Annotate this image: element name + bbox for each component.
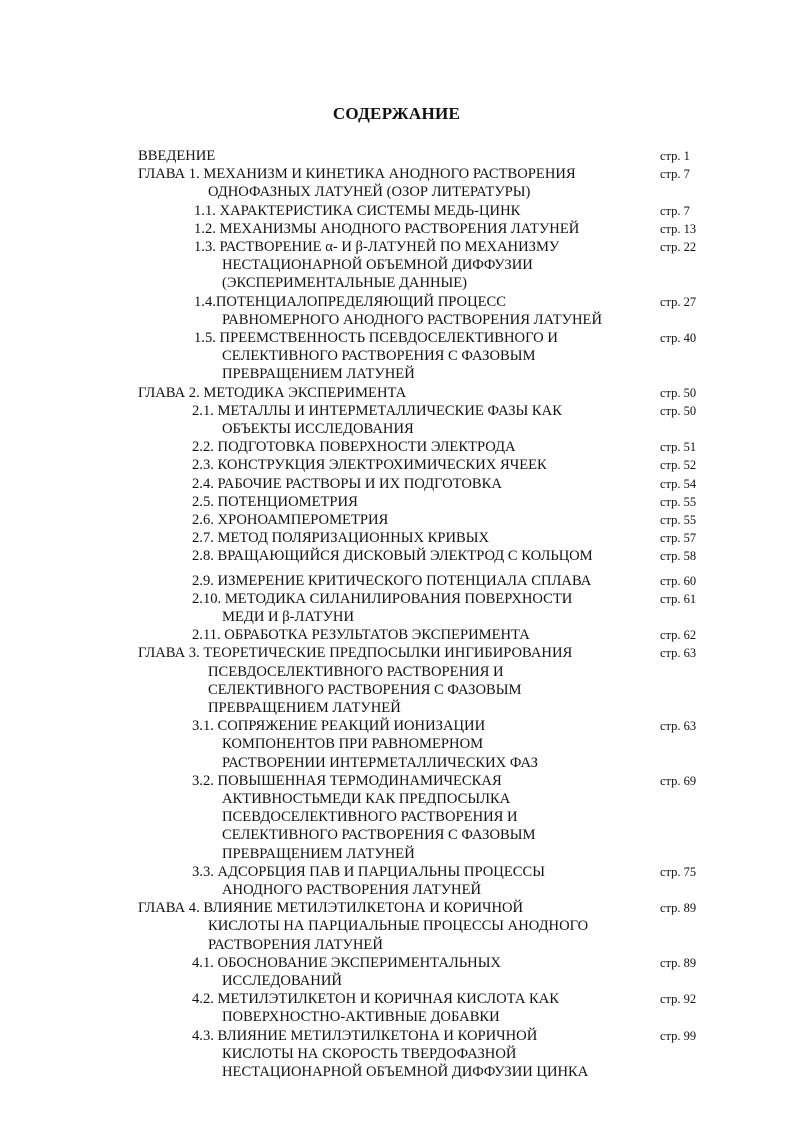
toc-entry-title: 2.11. ОБРАБОТКА РЕЗУЛЬТАТОВ ЭКСПЕРИМЕНТА xyxy=(192,627,530,644)
toc-entry-title: 2.4. РАБОЧИЕ РАСТВОРЫ И ИХ ПОДГОТОВКА xyxy=(192,475,502,492)
toc-page-number: стр. 63 xyxy=(660,719,697,734)
toc-page-number: стр. 89 xyxy=(660,955,697,970)
toc-page-number: стр. 55 xyxy=(660,513,697,527)
toc-entry-title: 2.7. МЕТОД ПОЛЯРИЗАЦИОННЫХ КРИВЫХ xyxy=(192,530,490,547)
toc-entry-title: 4.2. МЕТИЛЭТИЛКЕТОН И КОРИЧНАЯ КИСЛОТА КАК xyxy=(192,991,560,1008)
toc-page-number: стр. 7 xyxy=(660,167,690,182)
toc-entry-title-continuation: ПРЕВРАЩЕНИЕМ ЛАТУНЕЙ xyxy=(222,845,415,862)
toc-entry-title-continuation: ПСЕВДОСЕЛЕКТИВНОГО РАСТВОРЕНИЯ И xyxy=(222,809,518,826)
toc-page-number: стр. 92 xyxy=(660,992,697,1007)
toc-page-number: стр. 7 xyxy=(660,203,690,218)
toc-page-number: стр. 89 xyxy=(660,901,697,916)
toc-entry xyxy=(0,438,793,456)
toc-page-number: стр. 57 xyxy=(660,531,697,546)
toc-page-number: стр. 50 xyxy=(660,403,697,418)
toc-entry-title: 2.1. МЕТАЛЛЫ И ИНТЕРМЕТАЛЛИЧЕСКИЕ ФАЗЫ КАК xyxy=(192,402,562,419)
toc-entry-title-continuation: НЕСТАЦИОНАРНОЙ ОБЪЕМНОЙ ДИФФУЗИИ ЦИНКА xyxy=(222,1063,589,1080)
toc-entry-title: 2.3. КОНСТРУКЦИЯ ЭЛЕКТРОХИМИЧЕСКИХ ЯЧЕЕК xyxy=(192,457,547,474)
toc-entry-title: 1.1. ХАРАКТЕРИСТИКА СИСТЕМЫ МЕДЬ-ЦИНК xyxy=(194,202,521,219)
toc-entry-title-continuation: ПСЕВДОСЕЛЕКТИВНОГО РАСТВОРЕНИЯ И xyxy=(208,663,504,680)
toc-page-number: стр. 99 xyxy=(660,1028,697,1043)
toc-entry xyxy=(0,293,793,329)
toc-entry-title: ВВЕДЕНИЕ xyxy=(138,148,216,164)
toc-entry-title: 1.5. ПРЕЕМСТВЕННОСТЬ ПСЕВДОСЕЛЕКТИВНОГО И xyxy=(194,330,558,346)
toc-entry-title-continuation: СЕЛЕКТИВНОГО РАСТВОРЕНИЯ С ФАЗОВЫМ xyxy=(222,827,536,844)
toc-entry xyxy=(0,572,793,590)
toc-page-number: стр. 40 xyxy=(660,331,697,345)
toc-entry xyxy=(0,863,793,899)
toc-page-number: стр. 51 xyxy=(660,440,697,455)
toc-entry-title-continuation: ПРЕВРАЩЕНИЕМ ЛАТУНЕЙ xyxy=(222,366,415,383)
toc-page-number: стр. 54 xyxy=(660,476,697,491)
toc-entry-title: 2.10. МЕТОДИКА СИЛАНИЛИРОВАНИЯ ПОВЕРХНОСТИ xyxy=(192,590,573,607)
toc-entry-title-continuation: КИСЛОТЫ НА ПАРЦИАЛЬНЫЕ ПРОЦЕССЫ АНОДНОГО xyxy=(208,918,589,935)
toc-entry-title-continuation: АКТИВНОСТЬМЕДИ КАК ПРЕДПОСЫЛКА xyxy=(222,790,511,807)
toc-entry xyxy=(0,238,793,293)
toc-entry-title-continuation: (ЭКСПЕРИМЕНТАЛЬНЫЕ ДАННЫЕ) xyxy=(222,275,468,292)
toc-page-number: стр. 52 xyxy=(660,458,697,473)
toc-page-number: стр. 60 xyxy=(660,573,697,588)
toc-page-number: стр. 75 xyxy=(660,864,697,879)
page-title: СОДЕРЖАНИЕ xyxy=(332,104,461,123)
toc-entry-title: ГЛАВА 3. ТЕОРЕТИЧЕСКИЕ ПРЕДПОСЫЛКИ ИНГИБИРОВАНИЯ xyxy=(138,645,573,662)
toc-entry-title: 4.3. ВЛИЯНИЕ МЕТИЛЭТИЛКЕТОНА И КОРИЧНОЙ xyxy=(192,1027,538,1044)
toc-entry-title-continuation: ПОВЕРХНОСТНО-АКТИВНЫЕ ДОБАВКИ xyxy=(222,1009,500,1026)
toc-entry-title-continuation: РАСТВОРЕНИИ ИНТЕРМЕТАЛЛИЧЕСКИХ ФАЗ xyxy=(222,754,538,771)
toc-page-number: стр. 22 xyxy=(660,240,697,254)
toc-entry xyxy=(0,165,793,201)
toc-entry xyxy=(0,202,793,220)
toc-entry xyxy=(0,475,793,493)
toc-page-number: стр. 1 xyxy=(660,149,690,163)
toc-entry xyxy=(0,493,793,511)
toc-entry xyxy=(0,329,793,384)
toc-entry xyxy=(0,590,793,626)
toc-page-number: стр. 63 xyxy=(660,646,697,661)
toc-entry-title-continuation: ОБЪЕКТЫ ИССЛЕДОВАНИЯ xyxy=(222,420,414,437)
toc-entry xyxy=(0,456,793,474)
toc-entry-title-continuation: КИСЛОТЫ НА СКОРОСТЬ ТВЕРДОФАЗНОЙ xyxy=(222,1045,517,1062)
toc-entry-title-continuation: ПРЕВРАЩЕНИЕМ ЛАТУНЕЙ xyxy=(208,699,401,716)
toc-entry-title: 2.8. ВРАЩАЮЩИЙСЯ ДИСКОВЫЙ ЭЛЕКТРОД С КОЛЬЦОМ xyxy=(192,548,593,565)
toc-page-number: стр. 61 xyxy=(660,591,697,606)
toc-page-number: стр. 50 xyxy=(660,385,697,400)
toc-page-number: стр. 62 xyxy=(660,628,697,643)
toc-entry-title: ГЛАВА 2. МЕТОДИКА ЭКСПЕРИМЕНТА xyxy=(138,384,407,401)
toc-entry xyxy=(0,717,793,772)
toc-page-number: стр. 69 xyxy=(660,773,697,788)
toc-entry xyxy=(0,384,793,402)
toc-entry-title: 3.3. АДСОРБЦИЯ ПАВ И ПАРЦИАЛЬНЫ ПРОЦЕССЫ xyxy=(192,863,545,880)
toc-entry-title: 3.1. СОПРЯЖЕНИЕ РЕАКЦИЙ ИОНИЗАЦИИ xyxy=(192,718,486,735)
toc-entry xyxy=(0,1027,793,1082)
toc-entry xyxy=(0,954,793,990)
toc-entry-title: ГЛАВА 1. МЕХАНИЗМ И КИНЕТИКА АНОДНОГО РАСТВОРЕНИЯ xyxy=(138,166,576,183)
toc-entry-title: 4.1. ОБОСНОВАНИЕ ЭКСПЕРИМЕНТАЛЬНЫХ xyxy=(192,954,501,971)
toc-entry xyxy=(0,220,793,238)
toc-entry-title-continuation: СЕЛЕКТИВНОГО РАСТВОРЕНИЯ С ФАЗОВЫМ xyxy=(208,681,522,698)
toc-entry-title-continuation: МЕДИ И β-ЛАТУНИ xyxy=(222,608,354,625)
toc-entry xyxy=(0,990,793,1026)
toc-entry xyxy=(0,529,793,547)
toc-entry-title-continuation: АНОДНОГО РАСТВОРЕНИЯ ЛАТУНЕЙ xyxy=(222,881,482,898)
toc-entry-title-continuation: НЕСТАЦИОНАРНОЙ ОБЪЕМНОЙ ДИФФУЗИИ xyxy=(222,257,533,274)
toc-entry-title: 2.2. ПОДГОТОВКА ПОВЕРХНОСТИ ЭЛЕКТРОДА xyxy=(192,439,516,456)
toc-entry-title: 2.5. ПОТЕНЦИОМЕТРИЯ xyxy=(192,493,358,510)
toc-entry xyxy=(0,547,793,565)
toc-entry-title: 1.2. МЕХАНИЗМЫ АНОДНОГО РАСТВОРЕНИЯ ЛАТУНЕЙ xyxy=(194,220,580,237)
toc-entry xyxy=(0,402,793,438)
toc-page-number: стр. 13 xyxy=(660,221,697,236)
toc-entry-title: 3.2. ПОВЫШЕННАЯ ТЕРМОДИНАМИЧЕСКАЯ xyxy=(192,772,502,789)
toc-entry-title-continuation: РАВНОМЕРНОГО АНОДНОГО РАСТВОРЕНИЯ ЛАТУНЕЙ xyxy=(222,311,602,328)
toc-entry-title-continuation: ИССЛЕДОВАНИЙ xyxy=(222,972,342,989)
toc-entry xyxy=(0,147,793,165)
toc-entry-title: ГЛАВА 4. ВЛИЯНИЕ МЕТИЛЭТИЛКЕТОНА И КОРИЧНОЙ xyxy=(138,900,524,917)
toc-page-number: стр. 58 xyxy=(660,549,697,564)
toc-page-number: стр. 27 xyxy=(660,294,697,309)
toc-page-number: стр. 55 xyxy=(660,494,697,509)
toc-entry xyxy=(0,899,793,954)
toc-entry xyxy=(0,626,793,644)
toc-entry xyxy=(0,772,793,863)
toc-entry-title: 2.9. ИЗМЕРЕНИЕ КРИТИЧЕСКОГО ПОТЕНЦИАЛА СПЛАВА xyxy=(192,572,592,589)
toc-entry-title-continuation: РАСТВОРЕНИЯ ЛАТУНЕЙ xyxy=(208,936,383,953)
toc-entry xyxy=(0,511,793,529)
toc-entry-title-continuation: ОДНОФАЗНЫХ ЛАТУНЕЙ (ОЗОР ЛИТЕРАТУРЫ) xyxy=(208,184,531,201)
toc-entry-title: 1.4.ПОТЕНЦИАЛОПРЕДЕЛЯЮЩИЙ ПРОЦЕСС xyxy=(194,293,507,310)
toc-entry-title: 2.6. ХРОНОАМПЕРОМЕТРИЯ xyxy=(192,512,389,528)
toc-entry-title-continuation: СЕЛЕКТИВНОГО РАСТВОРЕНИЯ С ФАЗОВЫМ xyxy=(222,348,536,365)
toc-entry xyxy=(0,644,793,717)
toc-entry-title: 1.3. РАСТВОРЕНИЕ α- И β-ЛАТУНЕЙ ПО МЕХАНИЗМУ xyxy=(194,239,560,255)
toc-entry-title-continuation: КОМПОНЕНТОВ ПРИ РАВНОМЕРНОМ xyxy=(222,736,484,753)
